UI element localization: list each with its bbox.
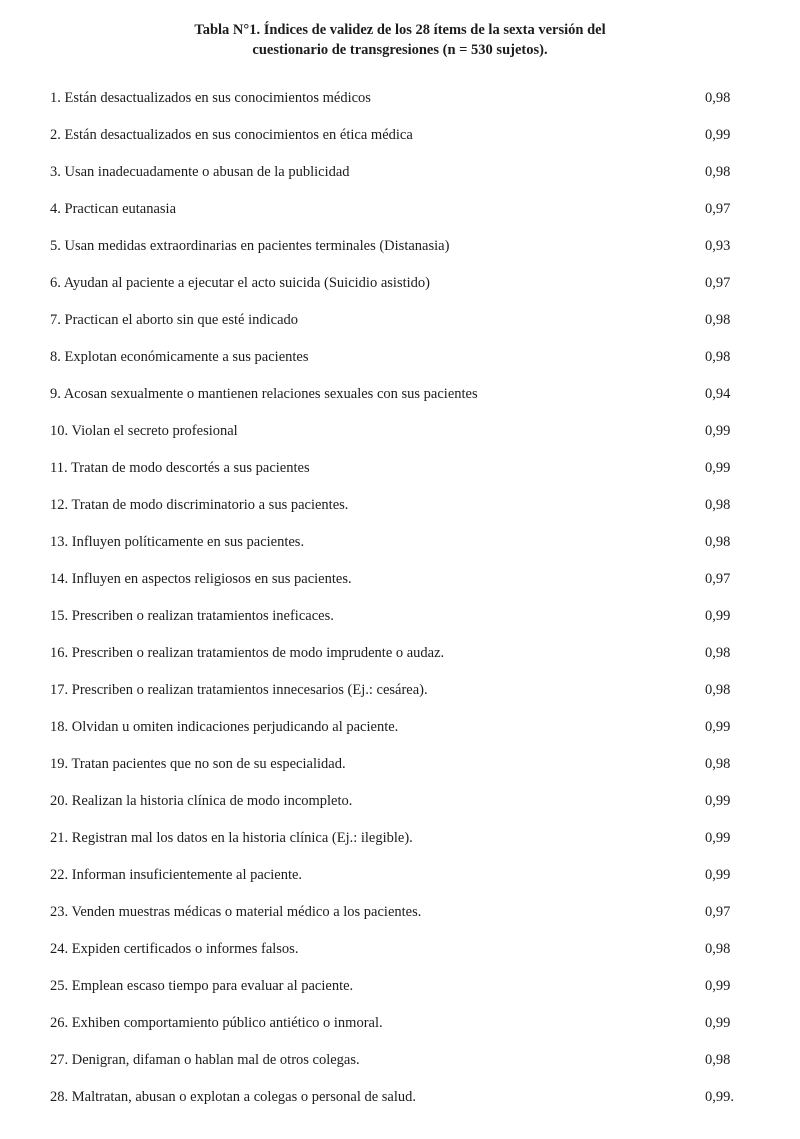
table-row (0, 423, 800, 460)
item-text: 18. Olvidan u omiten indicaciones perjudicando al paciente. (50, 719, 399, 735)
validity-index: 0,98 (705, 90, 731, 106)
table-row (0, 608, 800, 645)
table-row (0, 1015, 800, 1052)
item-text: 6. Ayudan al paciente a ejecutar el acto suicida (Suicidio asistido) (50, 275, 430, 291)
table-row (0, 571, 800, 608)
validity-index: 0,93 (705, 238, 731, 254)
table-title (0, 20, 800, 60)
item-text: 2. Están desactualizados en sus conocimientos en ética médica (50, 127, 413, 143)
table-row (0, 904, 800, 941)
table-row (0, 312, 800, 349)
table-row (0, 127, 800, 164)
validity-index: 0,99 (705, 608, 731, 624)
item-text: 28. Maltratan, abusan o explotan a colegas o personal de salud. (50, 1089, 417, 1105)
validity-index: 0,99. (705, 1089, 734, 1105)
validity-index: 0,98 (705, 349, 731, 365)
table-row (0, 201, 800, 238)
item-text: 14. Influyen en aspectos religiosos en sus pacientes. (50, 571, 352, 587)
validity-index: 0,99 (705, 460, 731, 476)
validity-index: 0,99 (705, 1015, 731, 1031)
table-row (0, 793, 800, 830)
validity-index: 0,99 (705, 867, 731, 883)
validity-index: 0,98 (705, 164, 731, 180)
item-text: 25. Emplean escaso tiempo para evaluar al paciente. (50, 978, 354, 994)
validity-index: 0,98 (705, 941, 731, 957)
validity-index: 0,98 (705, 1052, 731, 1068)
table-row (0, 275, 800, 312)
item-text: 27. Denigran, difaman o hablan mal de otros colegas. (50, 1052, 360, 1068)
table-title-line-1: Tabla N°1. Índices de validez de los 28 ítems de la sexta versión del (194, 22, 606, 38)
validity-index: 0,98 (705, 534, 731, 550)
item-text: 4. Practican eutanasia (50, 201, 177, 217)
validity-index: 0,98 (705, 312, 731, 328)
item-text: 9. Acosan sexualmente o mantienen relaciones sexuales con sus pacientes (50, 386, 478, 402)
validity-index: 0,98 (705, 645, 731, 661)
validity-index: 0,97 (705, 201, 731, 217)
table-row (0, 867, 800, 904)
validity-index: 0,97 (705, 571, 731, 587)
item-text: 19. Tratan pacientes que no son de su especialidad. (50, 756, 346, 772)
validity-index: 0,97 (705, 904, 731, 920)
item-text: 5. Usan medidas extraordinarias en pacientes terminales (Distanasia) (50, 238, 450, 254)
validity-index: 0,98 (705, 756, 731, 772)
table-row (0, 941, 800, 978)
table-row (0, 90, 800, 127)
table-row (0, 497, 800, 534)
table-row (0, 534, 800, 571)
table-row (0, 460, 800, 497)
item-text: 21. Registran mal los datos en la historia clínica (Ej.: ilegible). (50, 830, 413, 846)
validity-table (0, 90, 800, 1126)
item-text: 12. Tratan de modo discriminatorio a sus pacientes. (50, 497, 349, 513)
table-row (0, 756, 800, 793)
item-text: 10. Violan el secreto profesional (50, 423, 238, 439)
table-row (0, 1052, 800, 1089)
table-row (0, 349, 800, 386)
table-row (0, 1089, 800, 1126)
item-text: 16. Prescriben o realizan tratamientos de modo imprudente o audaz. (50, 645, 445, 661)
item-text: 7. Practican el aborto sin que esté indicado (50, 312, 299, 328)
validity-index: 0,97 (705, 275, 731, 291)
validity-index: 0,94 (705, 386, 731, 402)
item-text: 23. Venden muestras médicas o material médico a los pacientes. (50, 904, 422, 920)
item-text: 1. Están desactualizados en sus conocimientos médicos (50, 90, 371, 106)
item-text: 11. Tratan de modo descortés a sus pacientes (50, 460, 310, 476)
table-row (0, 978, 800, 1015)
validity-index: 0,99 (705, 719, 731, 735)
validity-index: 0,99 (705, 793, 731, 809)
table-row (0, 386, 800, 423)
table-row (0, 719, 800, 756)
validity-index: 0,99 (705, 423, 731, 439)
item-text: 24. Expiden certificados o informes falsos. (50, 941, 299, 957)
table-row (0, 645, 800, 682)
validity-index: 0,98 (705, 497, 731, 513)
item-text: 3. Usan inadecuadamente o abusan de la publicidad (50, 164, 350, 180)
validity-index: 0,99 (705, 830, 731, 846)
item-text: 15. Prescriben o realizan tratamientos ineficaces. (50, 608, 334, 624)
validity-index: 0,98 (705, 682, 731, 698)
table-title-line-2: cuestionario de transgresiones (n = 530 sujetos). (252, 42, 548, 58)
table-row (0, 238, 800, 275)
item-text: 22. Informan insuficientemente al paciente. (50, 867, 303, 883)
validity-index: 0,99 (705, 127, 731, 143)
item-text: 17. Prescriben o realizan tratamientos innecesarios (Ej.: cesárea). (50, 682, 428, 698)
table-row (0, 682, 800, 719)
item-text: 8. Explotan económicamente a sus pacientes (50, 349, 309, 365)
table-row (0, 830, 800, 867)
validity-index: 0,99 (705, 978, 731, 994)
item-text: 20. Realizan la historia clínica de modo incompleto. (50, 793, 353, 809)
table-row (0, 164, 800, 201)
item-text: 13. Influyen políticamente en sus pacientes. (50, 534, 305, 550)
item-text: 26. Exhiben comportamiento público antiético o inmoral. (50, 1015, 383, 1031)
